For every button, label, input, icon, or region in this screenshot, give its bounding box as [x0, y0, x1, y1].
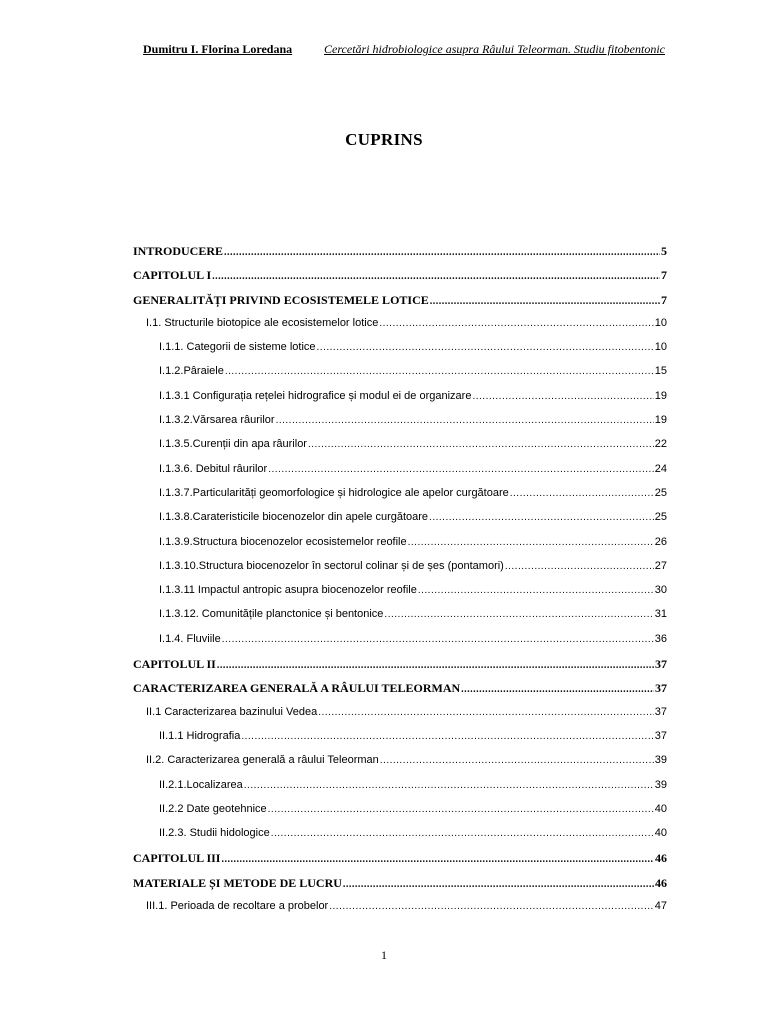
toc-entry-page: 40 — [654, 802, 667, 815]
toc-entry-label: II.2.3. Studii hidologice — [159, 827, 270, 840]
toc-entry[interactable] — [133, 244, 667, 268]
toc-entry-page: 37 — [654, 729, 667, 742]
toc-entry-label: II.2. Caracterizarea generală a râului Teleorman — [146, 754, 379, 767]
toc-entry-page: 5 — [661, 244, 667, 258]
toc-entry[interactable] — [133, 317, 667, 341]
toc-entry-label: I.1.2.Pâraiele — [159, 365, 224, 378]
toc-entry[interactable] — [133, 827, 667, 851]
toc-entry-page: 46 — [655, 851, 667, 866]
toc-entry[interactable] — [133, 390, 667, 414]
toc-entry-page: 19 — [654, 414, 667, 427]
toc-dot-leader — [225, 366, 654, 377]
toc-entry-label: CARACTERIZAREA GENERALĂ A RÂULUI TELEORMAN — [133, 681, 461, 696]
toc-entry-page: 15 — [654, 365, 667, 378]
toc-entry-page: 39 — [654, 754, 667, 767]
toc-dot-leader — [268, 804, 654, 815]
toc-dot-leader — [329, 901, 654, 912]
toc-entry[interactable] — [133, 730, 667, 754]
toc-entry[interactable] — [133, 900, 667, 924]
toc-entry-page: 24 — [654, 462, 667, 475]
toc-dot-leader — [212, 271, 660, 282]
toc-entry[interactable] — [133, 438, 667, 462]
toc-entry-label: II.1 Caracterizarea bazinului Vedea — [146, 705, 318, 718]
toc-dot-leader — [429, 512, 654, 523]
toc-entry[interactable] — [133, 414, 667, 438]
toc-entry[interactable] — [133, 706, 667, 730]
toc-entry-label: II.1.1 Hidrografia — [159, 729, 241, 742]
toc-entry-page: 19 — [654, 389, 667, 402]
toc-entry-label: I.1.3.8.Carateristicile biocenozelor din apele curgătoare — [159, 511, 429, 524]
toc-entry-page: 10 — [654, 341, 667, 354]
toc-entry[interactable] — [133, 268, 667, 292]
toc-dot-leader — [317, 342, 654, 353]
header-work-title: Cercetări hidrobiologice asupra Râului Teleorman. Studiu fitobentonic — [324, 42, 665, 56]
toc-entry-label: I.1.1. Categorii de sisteme lotice — [159, 341, 316, 354]
page-title: CUPRINS — [345, 130, 423, 149]
toc-entry[interactable] — [133, 851, 667, 875]
toc-entry[interactable] — [133, 536, 667, 560]
toc-entry[interactable] — [133, 341, 667, 365]
toc-dot-leader — [384, 609, 653, 620]
toc-entry-label: I.1.3.11 Impactul antropic asupra biocenozelor reofile — [159, 584, 417, 597]
toc-dot-leader — [224, 247, 660, 258]
toc-entry-label: II.2.1.Localizarea — [159, 778, 243, 791]
toc-dot-leader — [222, 634, 654, 645]
toc-entry[interactable] — [133, 365, 667, 389]
toc-dot-leader — [308, 439, 654, 450]
toc-entry[interactable] — [133, 584, 667, 608]
toc-dot-leader — [276, 415, 654, 426]
toc-entry-label: I.1.4. Fluviile — [159, 632, 221, 645]
toc-entry-label: II.2.2 Date geotehnice — [159, 802, 267, 815]
toc-entry[interactable] — [133, 608, 667, 632]
toc-entry-label: MATERIALE ȘI METODE DE LUCRU — [133, 875, 342, 890]
header-author: Dumitru I. Florina Loredana — [143, 42, 293, 56]
toc-entry-page: 46 — [655, 875, 667, 890]
toc-entry[interactable] — [133, 754, 667, 778]
toc-entry[interactable] — [133, 511, 667, 535]
toc-entry-label: I.1.3.9.Structura biocenozelor ecosistemelor reofile — [159, 535, 407, 548]
toc-entry[interactable] — [133, 657, 667, 681]
toc-entry-label: GENERALITĂȚI PRIVIND ECOSISTEMELE LOTICE — [133, 292, 429, 307]
toc-dot-leader — [510, 488, 654, 499]
toc-entry-label: I.1. Structurile biotopice ale ecosistemelor lotice — [146, 316, 379, 329]
toc-entry-page: 30 — [654, 584, 667, 597]
toc-entry[interactable] — [133, 876, 667, 900]
toc-entry-page: 36 — [654, 632, 667, 645]
toc-entry-label: CAPITOLUL II — [133, 657, 216, 672]
table-of-contents — [133, 244, 667, 924]
toc-dot-leader — [271, 828, 654, 839]
toc-entry[interactable] — [133, 463, 667, 487]
toc-entry-label: I.1.3.6. Debitul râurilor — [159, 462, 268, 475]
toc-dot-leader — [379, 318, 653, 329]
toc-dot-leader — [221, 854, 654, 865]
toc-entry-label: I.1.3.5.Curenții din apa râurilor — [159, 438, 307, 451]
toc-dot-leader — [472, 391, 653, 402]
toc-dot-leader — [343, 879, 654, 890]
toc-dot-leader — [505, 561, 654, 572]
toc-dot-leader — [418, 585, 654, 596]
toc-entry[interactable] — [133, 803, 667, 827]
toc-dot-leader — [244, 780, 654, 791]
toc-entry[interactable] — [133, 681, 667, 705]
toc-entry-page: 27 — [654, 559, 667, 572]
toc-dot-leader — [318, 707, 654, 718]
toc-entry-page: 37 — [654, 705, 667, 718]
toc-entry[interactable] — [133, 487, 667, 511]
toc-entry-label: III.1. Perioada de recoltare a probelor — [146, 900, 329, 913]
toc-entry-label: CAPITOLUL I — [133, 268, 212, 283]
toc-entry-page: 25 — [654, 486, 667, 499]
toc-entry-page: 37 — [655, 681, 667, 696]
toc-entry-label: I.1.3.10.Structura biocenozelor în sectorul colinar și de șes (pontamori) — [159, 559, 504, 572]
toc-entry-label: I.1.3.1 Configurația rețelei hidrografice și modul ei de organizare — [159, 389, 472, 402]
page-number: 1 — [381, 948, 387, 962]
toc-entry-label: I.1.3.2.Vărsarea râurilor — [159, 414, 275, 427]
toc-entry-label: I.1.3.12. Comunitățile planctonice și bentonice — [159, 608, 384, 621]
toc-entry-label: INTRODUCERE — [133, 244, 224, 258]
toc-entry-page: 26 — [654, 535, 667, 548]
toc-dot-leader — [217, 660, 654, 671]
toc-dot-leader — [268, 464, 654, 475]
toc-entry[interactable] — [133, 560, 667, 584]
toc-entry-page: 40 — [654, 827, 667, 840]
toc-entry-page: 22 — [654, 438, 667, 451]
toc-entry[interactable] — [133, 779, 667, 803]
toc-dot-leader — [408, 537, 654, 548]
toc-dot-leader — [380, 755, 654, 766]
toc-entry-label: CAPITOLUL III — [133, 851, 221, 866]
toc-entry-page: 39 — [654, 778, 667, 791]
toc-entry-page: 31 — [654, 608, 667, 621]
toc-entry-page: 25 — [654, 511, 667, 524]
toc-entry[interactable] — [133, 633, 667, 657]
toc-entry-page: 7 — [661, 268, 667, 283]
toc-entry-page: 37 — [655, 657, 667, 672]
toc-entry-label: I.1.3.7.Particularități geomorfologice și hidrologice ale apelor curgătoare — [159, 486, 509, 499]
toc-dot-leader — [241, 731, 653, 742]
toc-entry[interactable] — [133, 293, 667, 317]
toc-dot-leader — [430, 296, 660, 307]
toc-entry-page: 10 — [654, 316, 667, 329]
toc-dot-leader — [461, 684, 654, 695]
toc-entry-page: 47 — [654, 900, 667, 913]
toc-entry-page: 7 — [661, 292, 667, 307]
